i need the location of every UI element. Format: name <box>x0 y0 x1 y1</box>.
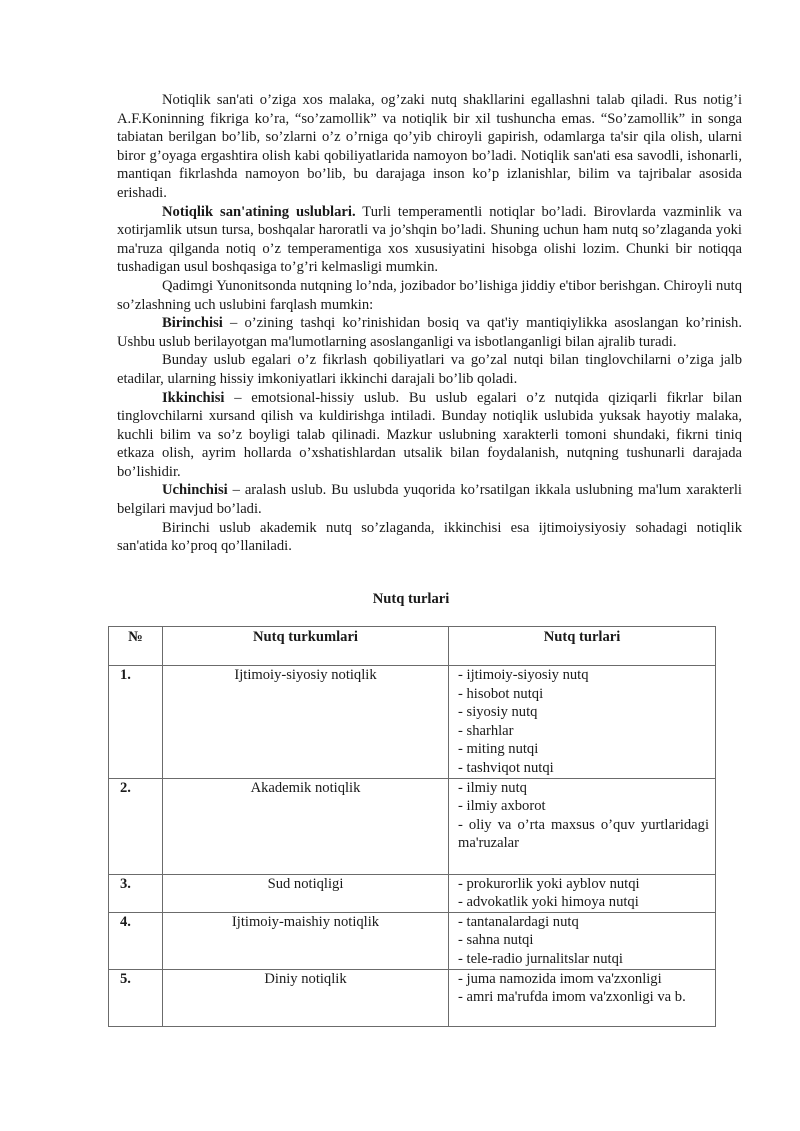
type-item: - tantanalardagi nutq <box>458 913 579 930</box>
paragraph-text: Turli temperamentli notiqlar bo’ladi. Birovlarda vazminlik va xotirjamlik utsun tursa, boshqalar haroratli va jo’shqin bo’ladi. Shuning uchun ham nutq so’zlaganda yoki ma'ruza qilganda notiq o’z temperamentiga xos xususiyatini hisobga olishi lozim. Chunki bir notiqqa tushadigan usul boshqasiga to’g’ri kelmasligi mumkin. <box>117 203 742 276</box>
header-types: Nutq turlari <box>449 627 716 666</box>
type-item: - ijtimoiy-siyosiy nutq <box>458 667 589 683</box>
table-row <box>109 912 716 969</box>
row-number: 2. <box>109 778 163 874</box>
row-number: 3. <box>109 874 163 912</box>
type-item: - tele-radio jurnalitslar nutqi <box>458 950 623 967</box>
paragraph <box>117 389 742 482</box>
row-number: 1. <box>109 666 163 779</box>
row-category: Akademik notiqlik <box>163 778 449 874</box>
table-row <box>109 778 716 874</box>
paragraph <box>117 203 742 277</box>
paragraph-text: Birinchi uslub akademik nutq so’zlaganda, ikkinchisi esa ijtimoiysiyosiy sohadagi notiqlik san'atida ko’proq qo’llaniladi. <box>117 519 742 555</box>
table-row <box>109 666 716 779</box>
type-item: - amri ma'rufda imom va'zxonligi va b. <box>458 989 686 1006</box>
row-types <box>449 912 716 969</box>
paragraph <box>117 277 742 314</box>
row-category: Diniy notiqlik <box>163 969 449 1026</box>
row-types <box>449 969 716 1026</box>
row-category: Ijtimoiy-maishiy notiqlik <box>163 912 449 969</box>
paragraph-text: – emotsional-hissiy uslub. Bu uslub egalari o’z nutqida qiziqarli fikrlar bilan tinglovchilarni xursand qilish va kuldirishga intiladi. Bunday notiqlik uslubida yuksak hayotiy malaka, kuchli bilim va so’z boyligi talab qilinadi. Mazkur uslubning xarakterli tomoni shundaki, fikrni tiniq etkaza olish, ayrim hollarda o’xshatishlardan utsalik bilan foydalanish, nutqning tushunarli darajada bo’lishidir. <box>117 389 742 480</box>
paragraph <box>117 91 742 203</box>
paragraph-text: Qadimgi Yunonitsonda nutqning lo’nda, jozibador bo’lishiga jiddiy e'tibor berishgan. Chiroyli nutq so’zlashning uch uslubini farqlash mumkin: <box>117 277 742 313</box>
speech-types-table <box>108 626 716 1027</box>
paragraph-text: – aralash uslub. Bu uslubda yuqorida ko’rsatilgan ikkala uslubning ma'lum xarakterli belgilari mavjud bo’ladi. <box>117 482 742 518</box>
row-category: Ijtimoiy-siyosiy notiqlik <box>163 666 449 779</box>
paragraph <box>117 481 742 518</box>
paragraph-bold-lead: Birinchisi <box>162 315 223 332</box>
row-types <box>449 666 716 779</box>
type-item: - tashviqot nutqi <box>458 759 554 776</box>
paragraph-text: – o’zining tashqi ko’rinishidan bosiq va qat'iy mantiqiylikka asoslangan ko’rinish. Ushbu uslub berilayotgan ma'lumotlarning asoslanganligi va isbotlanganligi bilan ajralib turadi. <box>117 315 742 350</box>
paragraph-text: Notiqlik san'ati o’ziga xos malaka, og’zaki nutq shakllarini egallashni talab qiladi. Rus notig’i A.F.Koninning fikriga ko’ra, “so’zamollik” va notiqlik bir xil tushuncha emas. “So’zamollik” in songa tabiatan berilgan bo’lib, so’zlarni o’z o’rniga qo’yib chiroyli gapirish, odamlarga ta'sir qila olish, ularni biror g’oyaga ergashtira olish kabi qobiliyatlarida namoyon bo’ladi. Notiqlik san'ati esa savodli, ishonarli, mantiqan fikrlashda namoyon bo’lib, bu darajaga inson ko’p izlanishlar, bilim va tajribalar asosida erishadi. <box>117 92 742 201</box>
type-item: - miting nutqi <box>458 741 539 758</box>
type-item: - hisobot nutqi <box>458 685 544 702</box>
type-item: - siyosiy nutq <box>458 704 538 721</box>
type-item: - prokurorlik yoki ayblov nutqi <box>458 875 640 892</box>
type-item: - juma namozida imom va'zxonligi <box>458 970 662 987</box>
type-item: - sharhlar <box>458 722 514 739</box>
row-number: 4. <box>109 912 163 969</box>
type-item: - ilmiy axborot <box>458 798 546 815</box>
paragraph <box>117 314 742 351</box>
table-row <box>109 874 716 912</box>
header-number: № <box>109 627 163 666</box>
type-item: - advokatlik yoki himoya nutqi <box>458 894 639 911</box>
type-item: - oliy va o’rta maxsus o’quv yurtlaridagi ma'ruzalar <box>458 816 709 852</box>
paragraph-bold-lead: Ikkinchisi <box>162 389 225 406</box>
row-category: Sud notiqligi <box>163 874 449 912</box>
paragraph-text: Bunday uslub egalari o’z fikrlash qobiliyatlari va go’zal nutqi bilan tinglovchilarni o’ziga jalb etadilar, ularning hissiy imkoniyatlari ikkinchi darajali bo’lib qoladi. <box>117 352 742 387</box>
type-item: - ilmiy nutq <box>458 779 527 796</box>
table-header-row <box>109 627 716 666</box>
header-category: Nutq turkumlari <box>163 627 449 666</box>
paragraph <box>117 519 742 556</box>
type-item: - sahna nutqi <box>458 932 534 949</box>
table-row <box>109 969 716 1026</box>
paragraph-bold-lead: Uchinchisi <box>162 482 228 499</box>
paragraph <box>117 351 742 388</box>
body-text <box>117 91 742 556</box>
paragraph-bold-lead: Notiqlik san'atining uslublari. <box>162 203 356 220</box>
row-number: 5. <box>109 969 163 1026</box>
row-types <box>449 874 716 912</box>
table-title: Nutq turlari <box>372 591 450 607</box>
row-types <box>449 778 716 874</box>
